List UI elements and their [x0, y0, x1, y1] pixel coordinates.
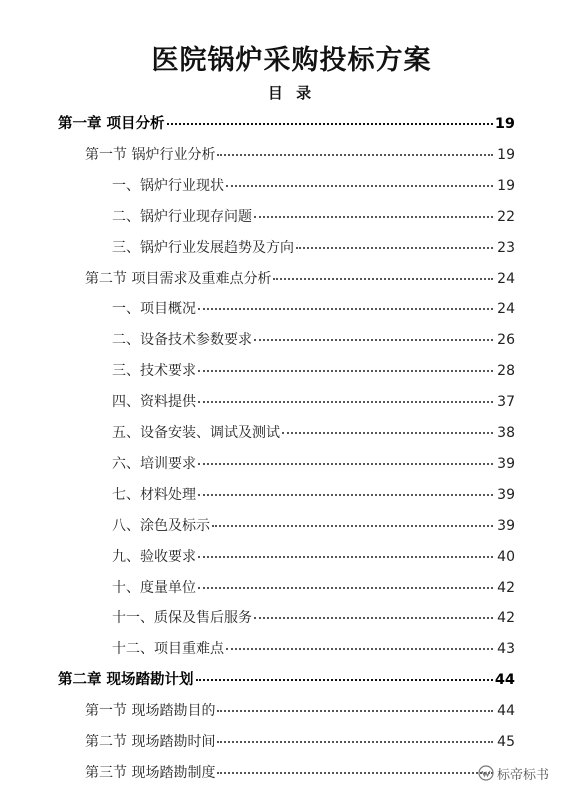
toc-page-number: 39 — [497, 518, 515, 534]
toc-page-number: 38 — [497, 425, 515, 441]
toc-page-number: 39 — [497, 456, 515, 472]
toc-page-number: 42 — [497, 610, 515, 626]
toc-entry-label: 二、锅炉行业现存问题 — [112, 209, 252, 225]
toc-page-number: 40 — [497, 549, 515, 565]
toc-dot-leader — [198, 493, 493, 496]
toc-section-entry — [85, 699, 515, 723]
toc-page-number: 19 — [497, 147, 515, 163]
toc-dot-leader — [217, 153, 493, 156]
toc-entry-label: 九、验收要求 — [112, 549, 196, 565]
toc-entry-label: 八、涂色及标示 — [112, 518, 210, 534]
watermark-text: 标帝标书 — [497, 768, 550, 783]
toc-page-number: 44 — [494, 672, 515, 688]
toc-entry-label: 四、资料提供 — [112, 394, 196, 410]
toc-entry-label: 十二、项目重难点 — [112, 641, 224, 657]
toc-entry-label: 十、度量单位 — [112, 580, 196, 596]
toc-entry-label: 第二节 现场踏勘时间 — [85, 734, 216, 750]
toc-subsection-entry — [112, 576, 515, 600]
toc-page-number: 39 — [497, 487, 515, 503]
toc-subsection-entry — [112, 637, 515, 661]
toc-dot-leader — [226, 184, 493, 187]
toc-page-number: 42 — [497, 580, 515, 596]
toc-dot-leader — [196, 678, 493, 681]
toc-dot-leader — [217, 740, 493, 743]
toc-page-number: 28 — [497, 363, 515, 379]
toc-page-number: 24 — [497, 271, 515, 287]
toc-dot-leader — [254, 338, 493, 341]
toc-entry-label: 一、项目概况 — [112, 301, 196, 317]
toc-dot-leader — [198, 369, 493, 372]
toc-entry-label: 五、设备安装、调试及测试 — [112, 425, 280, 441]
toc-dot-leader — [226, 647, 493, 650]
toc-dot-leader — [282, 431, 493, 434]
toc-dot-leader — [167, 122, 493, 125]
toc-subsection-entry — [112, 174, 515, 198]
toc-page-number: 19 — [497, 178, 515, 194]
toc-entry-label: 第一章 项目分析 — [58, 116, 165, 132]
toc-entry-label: 三、技术要求 — [112, 363, 196, 379]
toc-subsection-entry — [112, 236, 515, 260]
toc-section-entry — [85, 143, 515, 167]
toc-subsection-entry — [112, 359, 515, 383]
toc-subsection-entry — [112, 545, 515, 569]
toc-subsection-entry — [112, 514, 515, 538]
toc-entry-label: 一、锅炉行业现状 — [112, 178, 224, 194]
toc-entry-label: 十一、质保及售后服务 — [112, 610, 252, 626]
toc-dot-leader — [273, 277, 493, 280]
toc-subsection-entry — [112, 606, 515, 630]
toc-section-entry — [85, 730, 515, 754]
toc-page-number: 24 — [497, 301, 515, 317]
toc-subsection-entry — [112, 452, 515, 476]
toc-subsection-entry — [112, 483, 515, 507]
toc-page-number: 26 — [497, 332, 515, 348]
toc-page-number: 45 — [497, 734, 515, 750]
toc-heading: 目 录 — [267, 84, 316, 102]
toc-subsection-entry — [112, 205, 515, 229]
toc-dot-leader — [212, 524, 493, 527]
toc-page-number: 22 — [497, 209, 515, 225]
toc-subsection-entry — [112, 390, 515, 414]
toc-entry-label: 第二节 项目需求及重难点分析 — [85, 271, 272, 287]
toc-entry-label: 三、锅炉行业发展趋势及方向 — [112, 240, 294, 256]
toc-page-number: 23 — [497, 240, 515, 256]
toc-subsection-entry — [112, 297, 515, 321]
toc-dot-leader — [254, 616, 493, 619]
toc-section-entry — [85, 761, 515, 785]
toc-page-number: 37 — [497, 394, 515, 410]
toc-entry-label: 二、设备技术参数要求 — [112, 332, 252, 348]
toc-dot-leader — [198, 400, 493, 403]
toc-page-number: 43 — [497, 641, 515, 657]
toc-entry-label: 七、材料处理 — [112, 487, 196, 503]
toc-entry-label: 第一节 锅炉行业分析 — [85, 147, 216, 163]
toc-subsection-entry — [112, 421, 515, 445]
toc-dot-leader — [198, 555, 493, 558]
toc-dot-leader — [198, 307, 493, 310]
toc-page-number: 19 — [494, 116, 515, 132]
toc-entry-label: 第二章 现场踏勘计划 — [58, 672, 194, 688]
toc-dot-leader — [198, 586, 493, 589]
toc-dot-leader — [217, 771, 493, 774]
toc-subsection-entry — [112, 328, 515, 352]
toc-entry-label: 六、培训要求 — [112, 456, 196, 472]
toc-entry-label: 第一节 现场踏勘目的 — [85, 703, 216, 719]
toc-section-entry — [85, 267, 515, 291]
wechat-channel-icon — [478, 765, 494, 781]
toc-page-number: 44 — [497, 703, 515, 719]
toc-dot-leader — [254, 215, 493, 218]
toc-dot-leader — [296, 246, 493, 249]
toc-chapter-entry — [58, 112, 515, 136]
toc-entry-label: 第三节 现场踏勘制度 — [85, 765, 216, 781]
toc-dot-leader — [198, 462, 493, 465]
document-title: 医院锅炉采购投标方案 — [151, 45, 432, 76]
toc-chapter-entry — [58, 668, 515, 692]
toc-dot-leader — [217, 709, 493, 712]
